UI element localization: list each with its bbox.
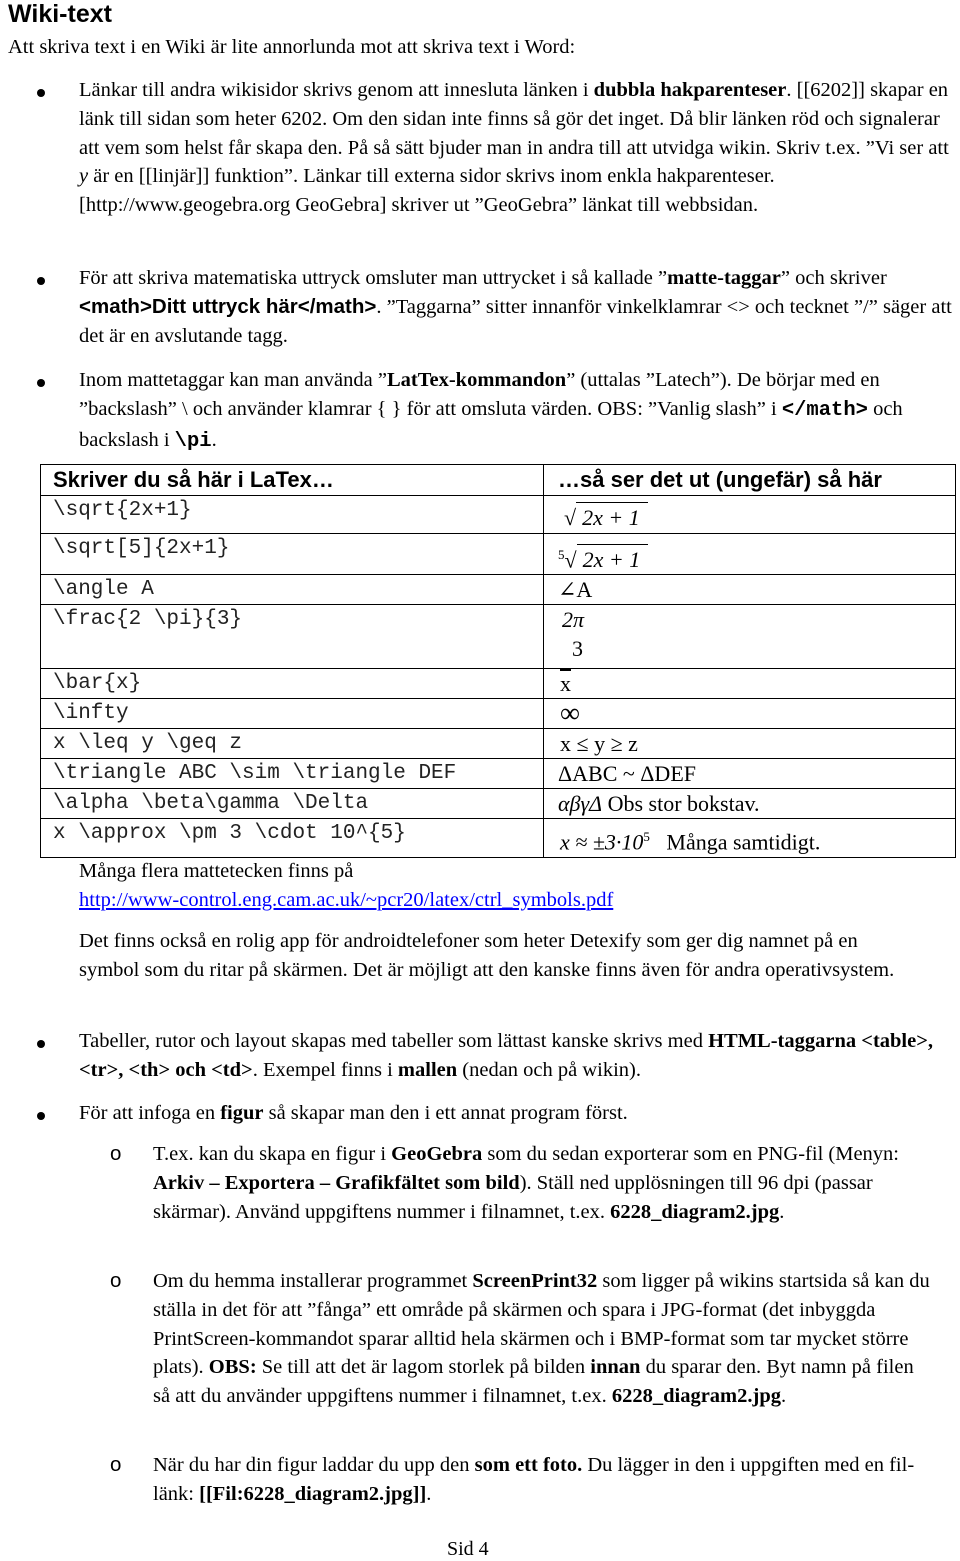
latex-table	[40, 464, 956, 858]
table-header-right: …så ser det ut (ungefär) så här	[544, 465, 956, 496]
subbullet-text: Om du hemma installerar programmet ScreenPrint32 som ligger på wikins startsida så kan du ställa in det för att ”fånga” ett område på skärmen och spara i JPG-format (det inbyggda PrintScreen-kommandot sparar alltid hela skärmen och i BMP-format som tar mycket större plats). OBS: Se till att det är lagom storlek på bilden innan du sparar den. Byt namn på filen så att du använder uppgiftens nummer i filnamnet, t.ex. 6228_diagram2.jpg.	[153, 1270, 930, 1408]
result-cell: ΔABC ~ ΔDEF	[544, 759, 956, 789]
sqrt-icon: √	[564, 505, 577, 530]
page-title: Wiki-text	[8, 0, 112, 28]
result-cell: √ 2x + 1	[544, 496, 956, 534]
result-cell: 2π 3	[544, 605, 956, 669]
bullet-links	[28, 76, 958, 220]
result-cell: $^5$√ 2x + 1	[544, 534, 956, 575]
circle-bullet-icon: o	[110, 1453, 122, 1476]
page-number: Sid 4	[447, 1538, 489, 1560]
table-row	[41, 605, 956, 669]
table-row	[41, 534, 956, 575]
symbols-link[interactable]: http://www-control.eng.cam.ac.uk/~pcr20/latex/ctrl_symbols.pdf	[79, 888, 614, 911]
circle-bullet-icon: o	[110, 1269, 122, 1292]
subbullet-upload	[110, 1451, 930, 1509]
code-cell: \frac{2 \pi}{3}	[41, 605, 544, 669]
table-row	[41, 699, 956, 729]
bullet-icon	[37, 277, 45, 285]
symbols-note: Många flera mattetecken finns på http://www-control.eng.cam.ac.uk/~pcr20/latex/ctrl_symbols.pdf	[79, 860, 614, 911]
subbullet-geogebra	[110, 1140, 930, 1226]
code-cell: \infty	[41, 699, 544, 729]
code-cell: \bar{x}	[41, 669, 544, 699]
table-row	[41, 759, 956, 789]
code-cell: \alpha \beta\gamma \Delta	[41, 789, 544, 819]
bullet-icon	[37, 1040, 45, 1048]
result-cell: ∞	[544, 699, 956, 729]
result-cell: x ≤ y ≥ z	[544, 729, 956, 759]
result-cell: αβγΔ Obs stor bokstav.	[544, 789, 956, 819]
result-cell: ∠A	[544, 575, 956, 605]
bullet-figures	[28, 1099, 958, 1128]
bullet-icon	[37, 89, 45, 97]
table-row	[41, 729, 956, 759]
bullet-text: Inom mattetaggar kan man använda ”LatTex-kommandon” (uttalas ”Latech”). De börjar med en ”backslash” \ och använder klamrar { } för att omsluta värden. OBS: ”Vanlig slash” i </math> och backslash i \pi.	[79, 369, 903, 453]
subbullet-text: T.ex. kan du skapa en figur i GeoGebra som du sedan exporterar som en PNG-fil (Menyn: Arkiv – Exportera – Grafikfältet som bild). Ställ ned upplösningen till 96 dpi (passar skärmar). Använd uppgiftens nummer i filnamnet, t.ex. 6228_diagram2.jpg.	[153, 1143, 899, 1223]
subbullet-screenprint	[110, 1267, 930, 1411]
code-cell: \sqrt[5]{2x+1}	[41, 534, 544, 575]
code-cell: \triangle ABC \sim \triangle DEF	[41, 759, 544, 789]
table-row	[41, 575, 956, 605]
circle-bullet-icon: o	[110, 1142, 122, 1165]
bullet-text: För att infoga en figur så skapar man den i ett annat program först.	[79, 1102, 628, 1124]
bullet-text: Tabeller, rutor och layout skapas med tabeller som lättast kanske skrivs med HTML-taggarna <table>, <tr>, <th> och <td>. Exempel finns i mallen (nedan och på wikin).	[79, 1030, 934, 1081]
bullet-icon	[37, 379, 45, 387]
code-cell: \sqrt{2x+1}	[41, 496, 544, 534]
result-cell: $x \approx \pm 3\cdot 10^5$ Många samtidigt.	[544, 819, 956, 857]
bullet-text: För att skriva matematiska uttryck omsluter man uttrycket i så kallade ”matte-taggar” och skriver <math>Ditt uttryck här</math>. ”Taggarna” sitter innanför vinkelklamrar <> och tecknet ”/” säger att det är en avslutande tagg.	[79, 267, 952, 347]
detexify-note: Det finns också en rolig app för androidtelefoner som heter Detexify som ger dig namnet på en symbol som du ritar på skärmen. Det är möjligt att den kanske finns även för andra operativsystem.	[79, 930, 895, 981]
code-cell: \angle A	[41, 575, 544, 605]
table-row	[41, 669, 956, 699]
bullet-tables	[28, 1027, 958, 1085]
bullet-latex	[28, 366, 958, 456]
result-cell: $\overline{x}$	[544, 669, 956, 699]
bullet-text: Länkar till andra wikisidor skrivs genom att innesluta länken i dubbla hakparenteser. [[6202]] skapar en länk till sidan som heter 6202. Om den sidan inte finns så gör det inget. Då blir länken röd och signalerar att vem som helst får skapa den. På så sätt bjuder man in andra till att utvidga wikin. Skriv t.ex. ”Vi ser att y är en [[linjär]] funktion”. Länkar till externa sidor skrivs inom enkla hakparenteser. [http://www.geogebra.org GeoGebra] skriver ut ”GeoGebra” länkat till webbsidan.	[79, 79, 949, 217]
sqrt-icon: √	[564, 547, 577, 573]
table-row	[41, 496, 956, 534]
bullet-math-tags	[28, 264, 958, 350]
table-row	[41, 819, 956, 857]
intro-text: Att skriva text i en Wiki är lite annorlunda mot att skriva text i Word:	[8, 36, 576, 58]
bullet-icon	[37, 1112, 45, 1120]
subbullet-text: När du har din figur laddar du upp den som ett foto. Du lägger in den i uppgiften med en fil-länk: [[Fil:6228_diagram2.jpg]].	[153, 1454, 915, 1505]
code-cell: x \approx \pm 3 \cdot 10^{5}	[41, 819, 544, 857]
table-header-row	[41, 465, 956, 496]
table-header-left: Skriver du så här i LaTex…	[41, 465, 544, 496]
code-cell: x \leq y \geq z	[41, 729, 544, 759]
table-row	[41, 789, 956, 819]
